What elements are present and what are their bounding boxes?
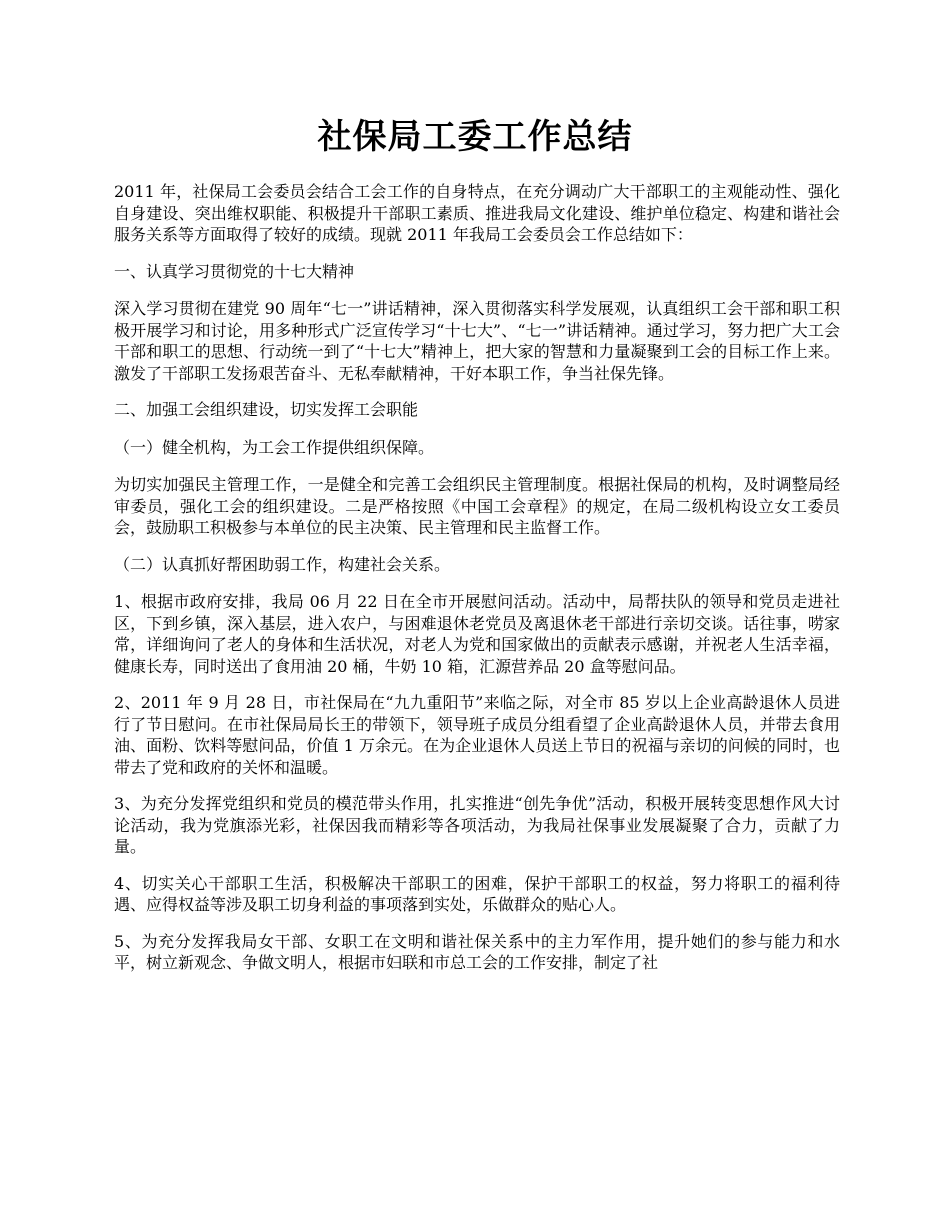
intro-paragraph: 2011 年，社保局工会委员会结合工会工作的自身特点，在充分调动广大干部职工的主观能动性、强化自身建设、突出维权职能、积极提升干部职工素质、推进我局文化建设、维护单位稳定、构建和谐社会服务关系等方面取得了较好的成绩。现就 2011 年我局工会委员会工作总结如下： bbox=[114, 182, 840, 244]
document-body bbox=[114, 181, 840, 989]
document-title: 社保局工委工作总结 bbox=[317, 117, 633, 157]
section-1-paragraph: 深入学习贯彻在建党 90 周年“七一”讲话精神，深入贯彻落实科学发展观，认真组织工会干部和职工积极开展学习和讨论，用多种形式广泛宣传学习“十七大”、“七一”讲话精神。通过学习，努力把广大工会干部和职工的思想、行动统一到了“十七大”精神上，把大家的智慧和力量凝聚到工会的目标工作上来。激发了干部职工发扬艰苦奋斗、无私奉献精神，干好本职工作，争当社保先锋。 bbox=[114, 299, 840, 383]
item-2-paragraph: 2、2011 年 9 月 28 日，市社保局在“九九重阳节”来临之际，对全市 85 岁以上企业高龄退休人员进行了节日慰问。在市社保局局长王的带领下，领导班子成员分组看望了企业高龄退休人员，并带去食用油、面粉、饮料等慰问品，价值 1 万余元。在为企业退休人员送上节日的祝福与亲切的问候的同时，也带去了党和政府的关怀和温暖。 bbox=[114, 693, 840, 777]
item-1-paragraph: 1、根据市政府安排，我局 06 月 22 日在全市开展慰问活动。活动中，局帮扶队的领导和党员走进社区，下到乡镇，深入基层，进入农户，与困难退休老党员及离退休老干部进行亲切交谈。话往事，唠家常，详细询问了老人的身体和生活状况，对老人为党和国家做出的贡献表示感谢，并祝老人生活幸福，健康长寿，同时送出了食用油 20 桶，牛奶 10 箱，汇源营养品 20 盒等慰问品。 bbox=[114, 592, 840, 676]
item-3-paragraph: 3、为充分发挥党组织和党员的模范带头作用，扎实推进“创先争优”活动，积极开展转变思想作风大讨论活动，我为党旗添光彩，社保因我而精彩等各项活动，为我局社保事业发展凝聚了合力，贡献了力量。 bbox=[114, 794, 840, 856]
item-5-paragraph: 5、为充分发挥我局女干部、女职工在文明和谐社保关系中的主力军作用，提升她们的参与能力和水平，树立新观念、争做文明人，根据市妇联和市总工会的工作安排，制定了社 bbox=[114, 931, 840, 972]
section-heading-2: 二、加强工会组织建设，切实发挥工会职能 bbox=[114, 400, 419, 419]
subsection-heading-1: （一）健全机构，为工会工作提供组织保障。 bbox=[114, 437, 435, 457]
item-4-paragraph: 4、切实关心干部职工生活，积极解决干部职工的困难，保护干部职工的权益，努力将职工的福利待遇、应得权益等涉及职工切身利益的事项落到实处，乐做群众的贴心人。 bbox=[114, 873, 840, 914]
subsection-heading-2: （二）认真抓好帮困助弱工作，构建社会关系。 bbox=[114, 554, 451, 574]
subsection-1-paragraph: 为切实加强民主管理工作，一是健全和完善工会组织民主管理制度。根据社保局的机构，及时调整局经审委员，强化工会的组织建设。二是严格按照《中国工会章程》的规定，在局二级机构设立女工委员会，鼓励职工积极参与本单位的民主决策、民主管理和民主监督工作。 bbox=[114, 475, 840, 537]
section-heading-1: 一、认真学习贯彻党的十七大精神 bbox=[114, 261, 355, 281]
